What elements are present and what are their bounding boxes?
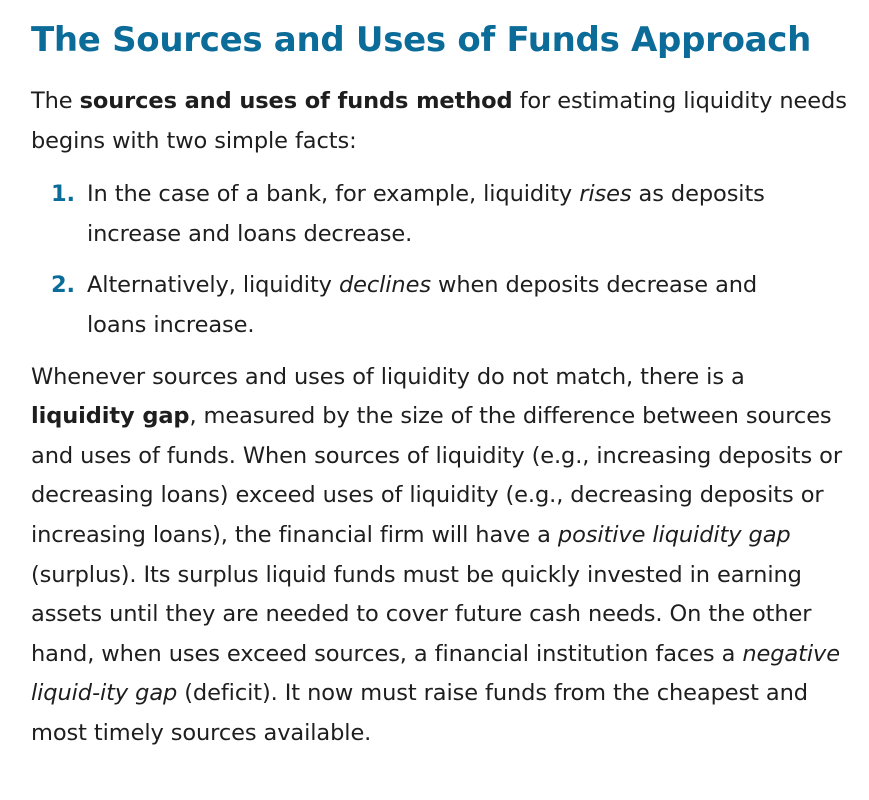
- fact-text-end: when deposits decrease and loans increase.: [87, 272, 758, 338]
- fact-text-start: Alternatively, liquidity: [87, 272, 339, 299]
- gap-text-1: Whenever sources and uses of liquidity do not match, there is a: [31, 363, 745, 390]
- liquidity-gap-paragraph: [31, 358, 849, 754]
- section-heading: The Sources and Uses of Funds Approach: [31, 20, 812, 60]
- intro-text-end: for estimating liquidity needs begins with two simple facts:: [31, 88, 847, 154]
- fact-text: [87, 266, 849, 345]
- gap-text-4: (deficit). It now must raise funds from the cheapest and most timely sources available.: [31, 680, 808, 746]
- fact-item: [31, 175, 849, 254]
- fact-emphasis: rises: [579, 181, 632, 208]
- fact-number: 2.: [50, 272, 75, 299]
- fact-text: [87, 175, 849, 254]
- gap-text-3: (surplus). Its surplus liquid funds must be quickly invested in earning assets until they are needed to cover future cash needs. On the other hand, when uses exceed sources, a financial institution faces a: [31, 561, 812, 667]
- fact-number: 1.: [50, 181, 75, 208]
- gap-text-2: , measured by the size of the difference between sources and uses of funds. When sources of liquidity (e.g., increasing deposits or decreasing loans) exceed uses of liquidity (e.g., decreasing deposits or increasing loans), the financial firm will have a: [31, 403, 842, 548]
- fact-item: [31, 266, 849, 345]
- intro-paragraph: [31, 82, 849, 161]
- intro-text-start: The: [31, 88, 80, 114]
- intro-key-term: sources and uses of funds method: [79, 88, 513, 114]
- positive-gap-term: positive liquidity gap: [557, 521, 791, 548]
- fact-text-end: as deposits increase and loans decrease.: [87, 181, 765, 247]
- facts-list: [31, 175, 849, 345]
- fact-emphasis: declines: [338, 272, 431, 299]
- fact-text-start: In the case of a bank, for example, liquidity: [87, 181, 580, 208]
- gap-key-term: liquidity gap: [31, 403, 190, 430]
- negative-gap-term: negative liquid-ity gap: [31, 640, 840, 707]
